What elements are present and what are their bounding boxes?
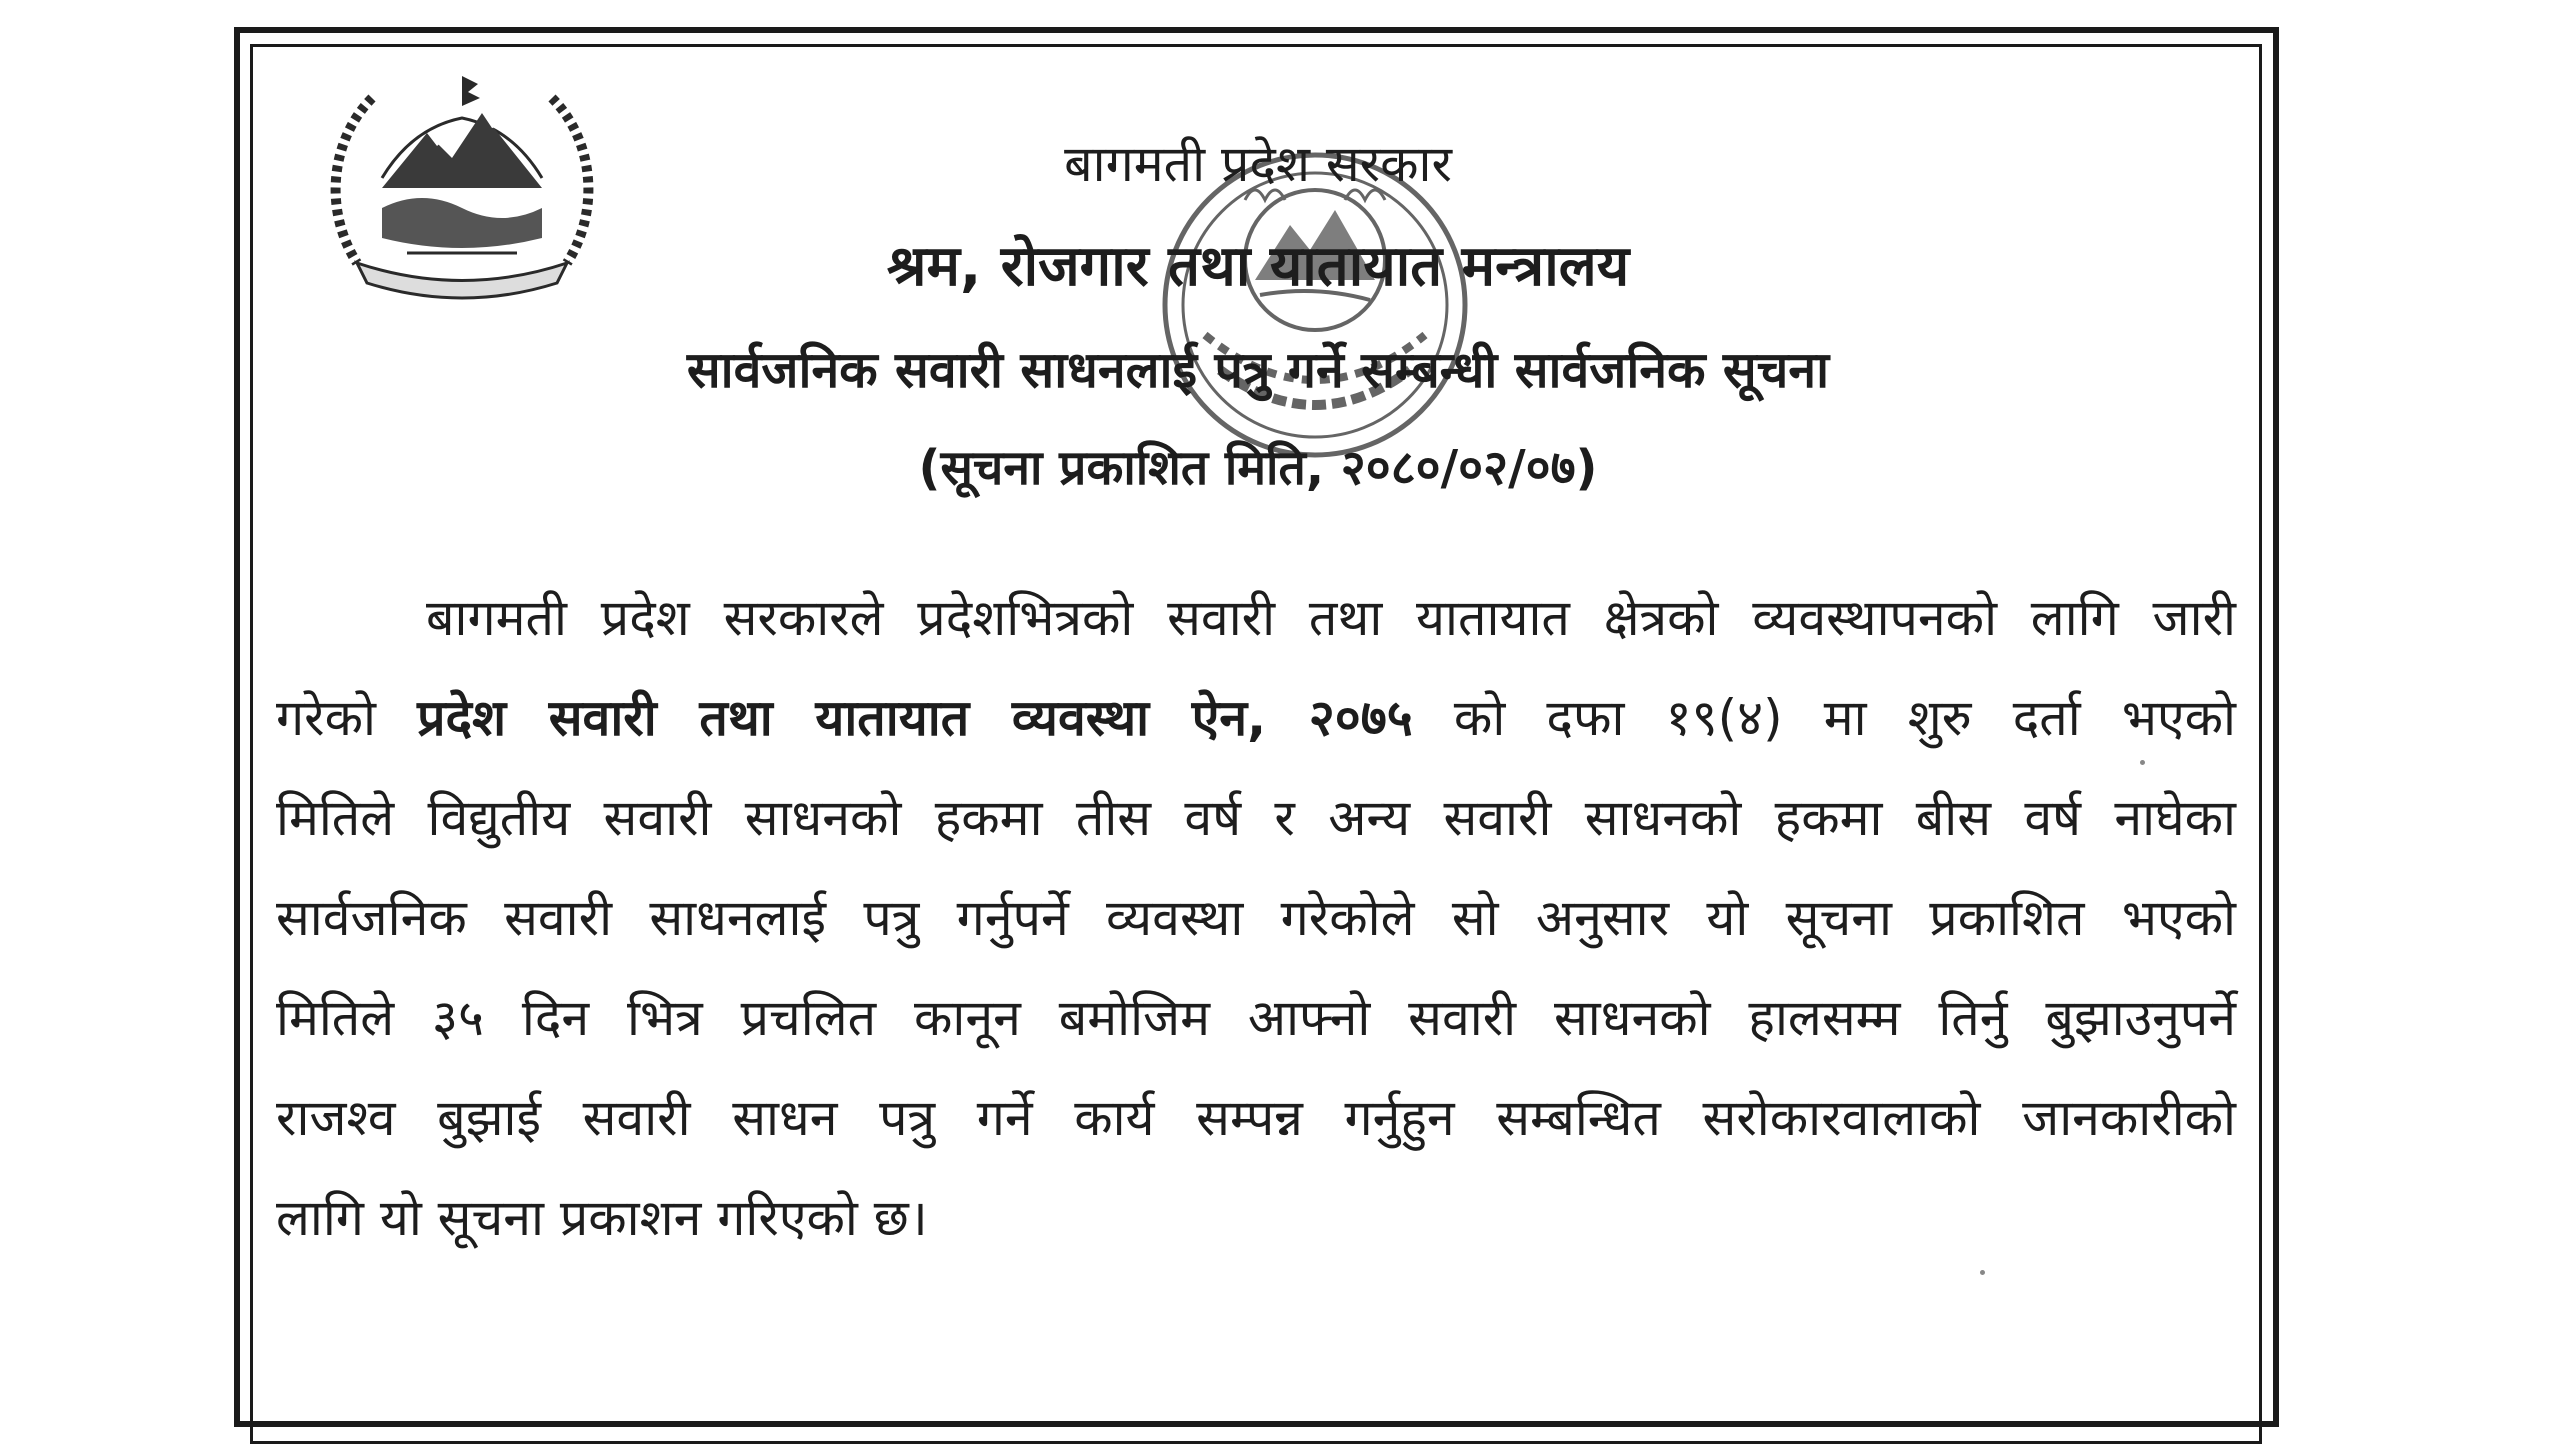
- body-text: को दफा १९(४) मा शुरु दर्ता भएको: [1453, 689, 2236, 747]
- body-line-6: राजश्व बुझाई सवारी साधन पत्रु गर्ने कार्य सम्पन्न गर्नुहुन सम्बन्धित सरोकारवालाको जानकारीको: [276, 1089, 2236, 1147]
- body-line-1: बागमती प्रदेश सरकारले प्रदेशभित्रको सवारी तथा यातायात क्षेत्रको व्यवस्थापनको लागि जारी: [426, 589, 2236, 647]
- body-line-2: [276, 688, 2236, 748]
- body-line-5: मितिले ३५ दिन भित्र प्रचलित कानून बमोजिम आफ्नो सवारी साधनको हालसम्म तिर्नु बुझाउनुपर्ने: [276, 989, 2236, 1047]
- body-line-7: लागि यो सूचना प्रकाशन गरिएको छ।: [276, 1189, 928, 1247]
- scan-speck: [2140, 760, 2145, 765]
- ministry-title: श्रम, रोजगार तथा यातायात मन्त्रालय: [886, 234, 1630, 299]
- scan-speck: [1980, 1270, 1985, 1275]
- act-name: प्रदेश सवारी तथा यातायात व्यवस्था ऐन, २०७५: [417, 689, 1413, 747]
- notice-subject: सार्वजनिक सवारी साधनलाई पत्रु गर्ने सम्बन्धी सार्वजनिक सूचना: [686, 341, 1830, 399]
- government-title: बागमती प्रदेश सरकार: [1064, 135, 1452, 193]
- body-line-3: मितिले विद्युतीय सवारी साधनको हकमा तीस वर्ष र अन्य सवारी साधनको हकमा बीस वर्ष नाघेका: [276, 789, 2236, 847]
- publication-date: (सूचना प्रकाशित मिति, २०८०/०२/०७): [918, 440, 1598, 496]
- body-text: गरेको: [276, 689, 376, 747]
- body-line-4: सार्वजनिक सवारी साधनलाई पत्रु गर्नुपर्ने व्यवस्था गरेकोले सो अनुसार यो सूचना प्रकाशित भएको: [276, 889, 2236, 947]
